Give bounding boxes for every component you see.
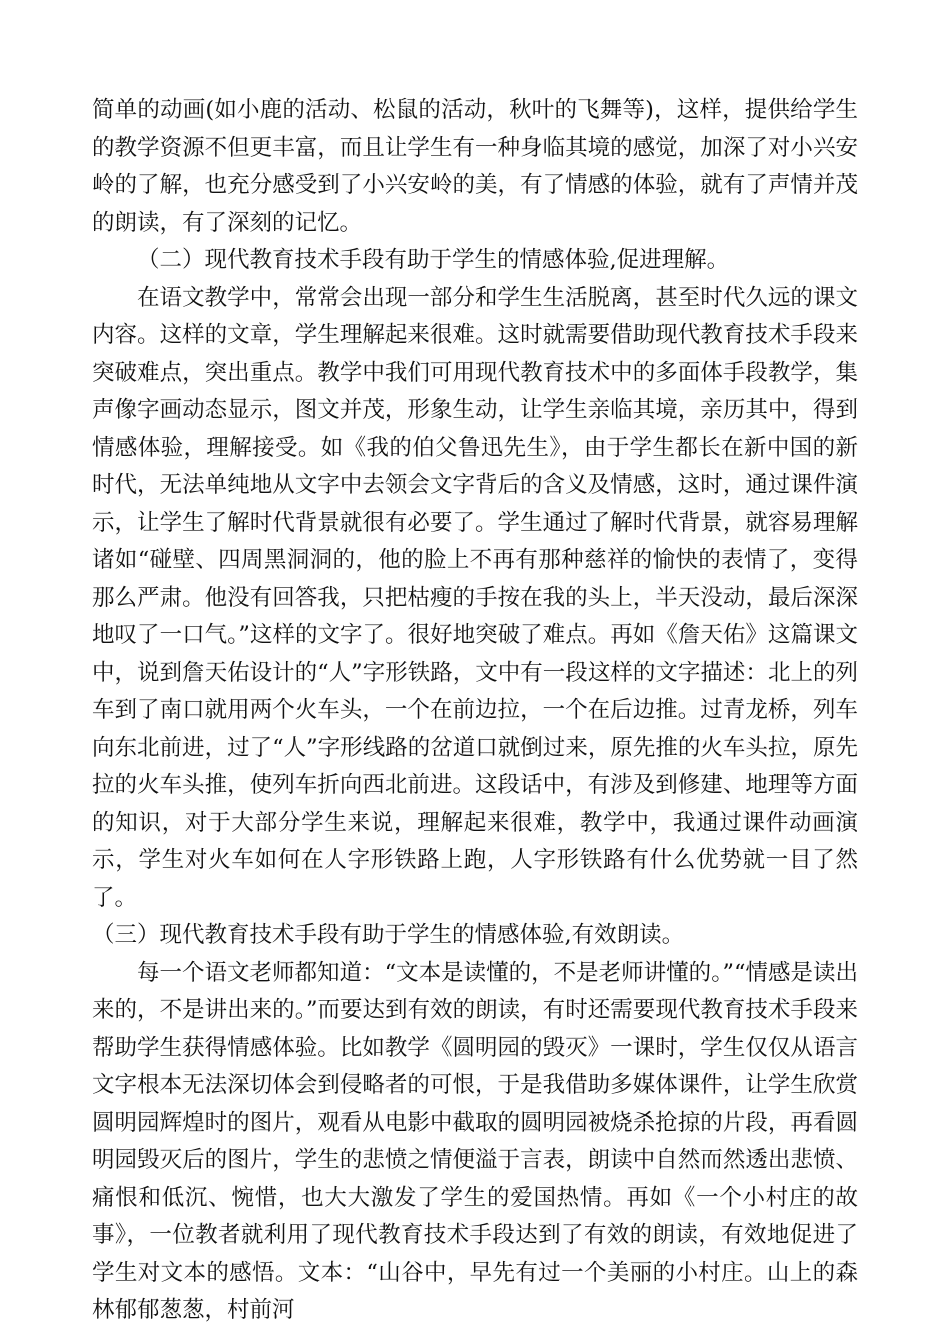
paragraph-reading: 每一个语文老师都知道：“文本是读懂的，不是老师讲懂的。”“情感是读出来的，不是讲出来的。”而要达到有效的朗读，有时还需要现代教育技术手段来帮助学生获得情感体验。比如教学《圆明园的毁灭》一课时，学生仅仅从语言文字根本无法深切体会到侵略者的可恨，于是我借助多媒体课件，让学生欣赏圆明园辉煌时的图片，观看从电影中截取的圆明园被烧杀抢掠的片段，再看圆明园毁灭后的图片，学生的悲愤之情便溢于言表，朗读中自然而然透出悲愤、痛恨和低沉、惋惜，也大大激发了学生的爱国热情。再如《一个小村庄的故事》，一位教者就利用了现代教育技术手段达到了有效的朗读，有效地促进了学生对文本的感悟。文本：“山谷中，早先有过一个美丽的小村庄。山上的森林郁郁葱葱，村前河 [92,959,858,1323]
section-heading-2: （二）现代教育技术手段有助于学生的情感体验,促进理解。 [137,247,730,273]
document-body [92,92,858,1330]
paragraph-continuation: 简单的动画(如小鹿的活动、松鼠的活动，秋叶的飞舞等)，这样，提供给学生的教学资源不但更丰富，而且让学生有一种身临其境的感觉，加深了对小兴安岭的了解，也充分感受到了小兴安岭的美，有了情感的体验，就有了声情并茂的朗读，有了深刻的记忆。 [92,97,858,236]
paragraph-understanding: 在语文教学中，常常会出现一部分和学生生活脱离，甚至时代久远的课文内容。这样的文章，学生理解起来很难。这时就需要借助现代教育技术手段来突破难点，突出重点。教学中我们可用现代教育技术中的多面体手段教学，集声像字画动态显示，图文并茂，形象生动，让学生亲临其境，亲历其中，得到情感体验，理解接受。如《我的伯父鲁迅先生》，由于学生都长在新中国的新时代，无法单纯地从文字中去领会文字背后的含义及情感，这时，通过课件演示，让学生了解时代背景就很有必要了。学生通过了解时代背景，就容易理解诸如“碰壁、四周黑洞洞的，他的脸上不再有那种慈祥的愉快的表情了，变得那么严肃。他没有回答我，只把枯瘦的手按在我的头上，半天没动，最后深深地叹了一口气。”这样的文字了。很好地突破了难点。再如《詹天佑》这篇课文中，说到詹天佑设计的“人”字形铁路，文中有一段这样的文字描述：北上的列车到了南口就用两个火车头，一个在前边拉，一个在后边推。过青龙桥，列车向东北前进，过了“人”字形线路的岔道口就倒过来，原先推的火车头拉，原先拉的火车头推，使列车折向西北前进。这段话中，有涉及到修建、地理等方面的知识，对于大部分学生来说，理解起来很难，教学中，我通过课件动画演示，学生对火车如何在人字形铁路上跑，人字形铁路有什么优势就一目了然了。 [92,284,858,911]
section-heading-3: （三）现代教育技术手段有助于学生的情感体验,有效朗读。 [92,922,685,948]
